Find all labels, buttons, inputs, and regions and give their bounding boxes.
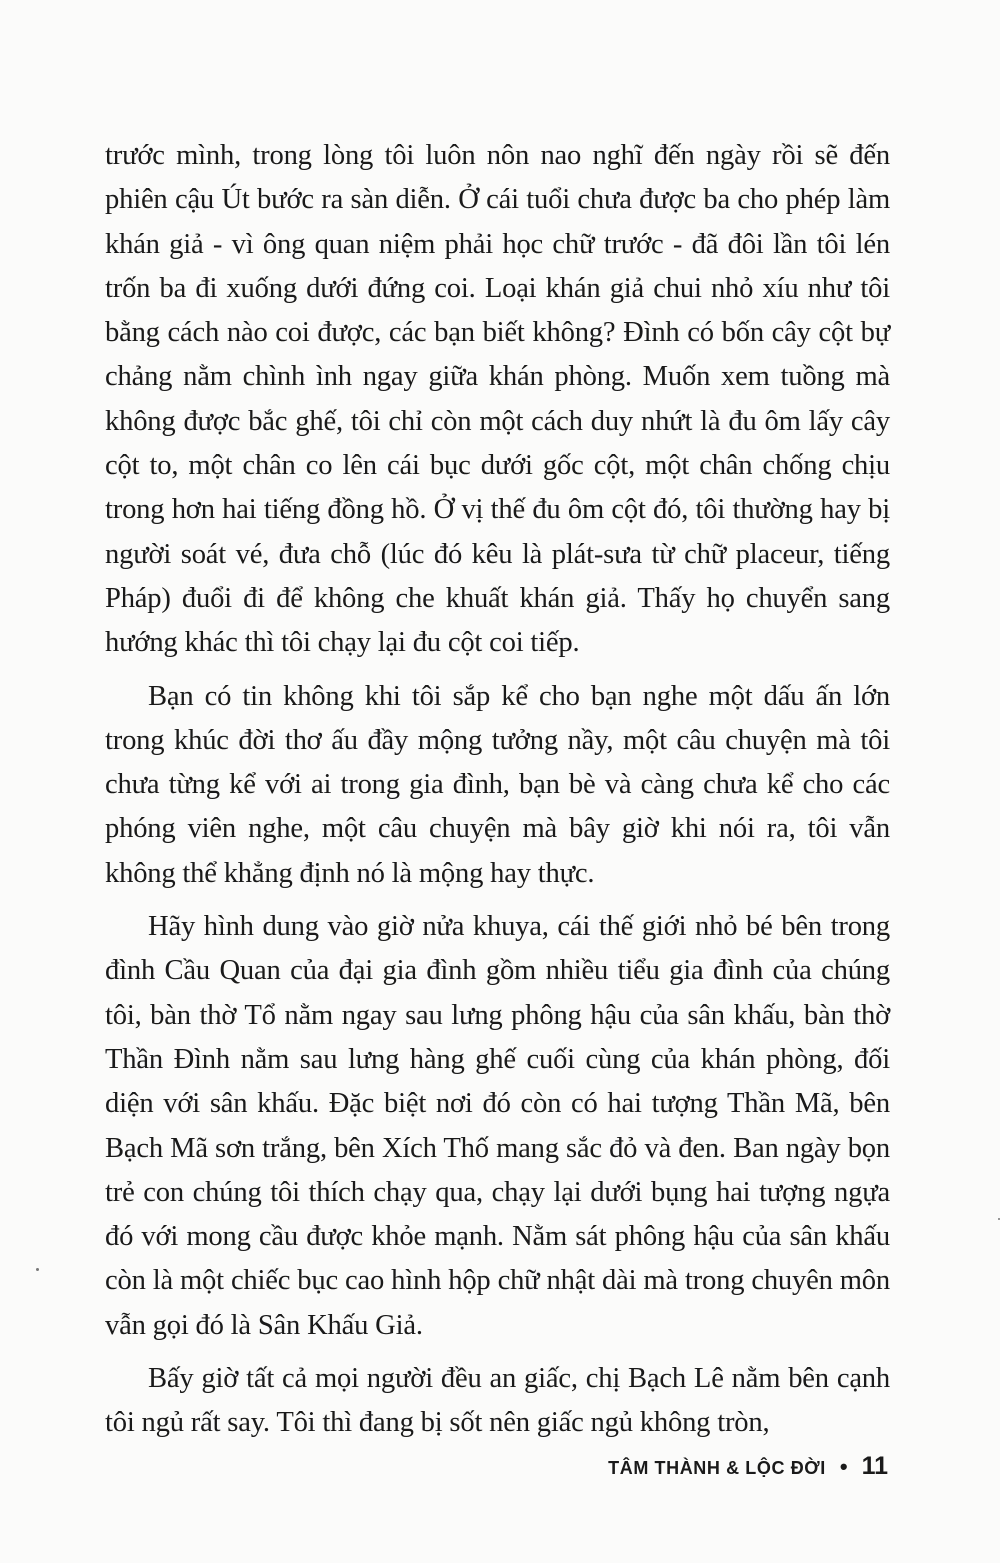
paragraph: Bấy giờ tất cả mọi người đều an giấc, chị Bạch Lê nằm bên cạnh tôi ngủ rất say. Tôi thì đang bị sốt nên giấc ngủ không tròn,: [105, 1363, 890, 1439]
paragraph: Hãy hình dung vào giờ nửa khuya, cái thế giới nhỏ bé bên trong đình Cầu Quan của đại gia đình gồm nhiều tiểu gia đình của chúng tôi, bàn thờ Tổ nằm ngay sau lưng phông hậu của sân khấu, bàn thờ Thần Đình nằm sau lưng hàng ghế cuối cùng của khán phòng, đối diện với sân khấu. Đặc biệt nơi đó còn có hai tượng Thần Mã, bên Bạch Mã sơn trắng, bên Xích Thố mang sắc đỏ và đen. Ban ngày bọn trẻ con chúng tôi thích chạy qua, chạy lại dưới bụng hai tượng ngựa đó với mong cầu được khỏe mạnh. Nằm sát phông hậu của sân khấu còn là một chiếc bục cao hình hộp chữ nhật dài mà trong chuyên môn vẫn gọi đó là Sân Khấu Giả.: [105, 911, 890, 1341]
page-number: 11: [861, 1452, 888, 1480]
running-title: TÂM THÀNH & LỘC ĐỜI: [608, 1458, 826, 1478]
page-footer: [608, 1452, 888, 1481]
separator-bullet: •: [839, 1454, 848, 1479]
print-speck: [36, 1268, 39, 1271]
paragraph-continued: trước mình, trong lòng tôi luôn nôn nao nghĩ đến ngày rồi sẽ đến phiên cậu Út bước ra sàn diễn. Ở cái tuổi chưa được ba cho phép làm khán giả - vì ông quan niệm phải học chữ trước - đã đôi lần tôi lén trốn ba đi xuống dưới đứng coi. Loại khán giả chui nhỏ xíu như tôi bằng cách nào coi được, các bạn biết không? Đình có bốn cây cột bự chảng nằm chình ình ngay giữa khán phòng. Muốn xem tuồng mà không được bắc ghế, tôi chỉ còn một cách duy nhứt là đu ôm lấy cây cột to, một chân co lên cái bục dưới gốc cột, một chân chống chịu trong hơn hai tiếng đồng hồ. Ở vị thế đu ôm cột đó, tôi thường hay bị người soát vé, đưa chỗ (lúc đó kêu là plát-sưa từ chữ placeur, tiếng Pháp) đuổi đi để không che khuất khán giả. Thấy họ chuyển sang hướng khác thì tôi chạy lại đu cột coi tiếp.: [105, 140, 890, 659]
paragraph: Bạn có tin không khi tôi sắp kể cho bạn nghe một dấu ấn lớn trong khúc đời thơ ấu đầy mộng tưởng nầy, một câu chuyện mà tôi chưa từng kể với ai trong gia đình, bạn bè và càng chưa kể cho các phóng viên nghe, một câu chuyện mà bây giờ khi nói ra, tôi vẫn không thể khẳng định nó là mộng hay thực.: [105, 680, 890, 889]
body-text: [105, 134, 890, 1455]
